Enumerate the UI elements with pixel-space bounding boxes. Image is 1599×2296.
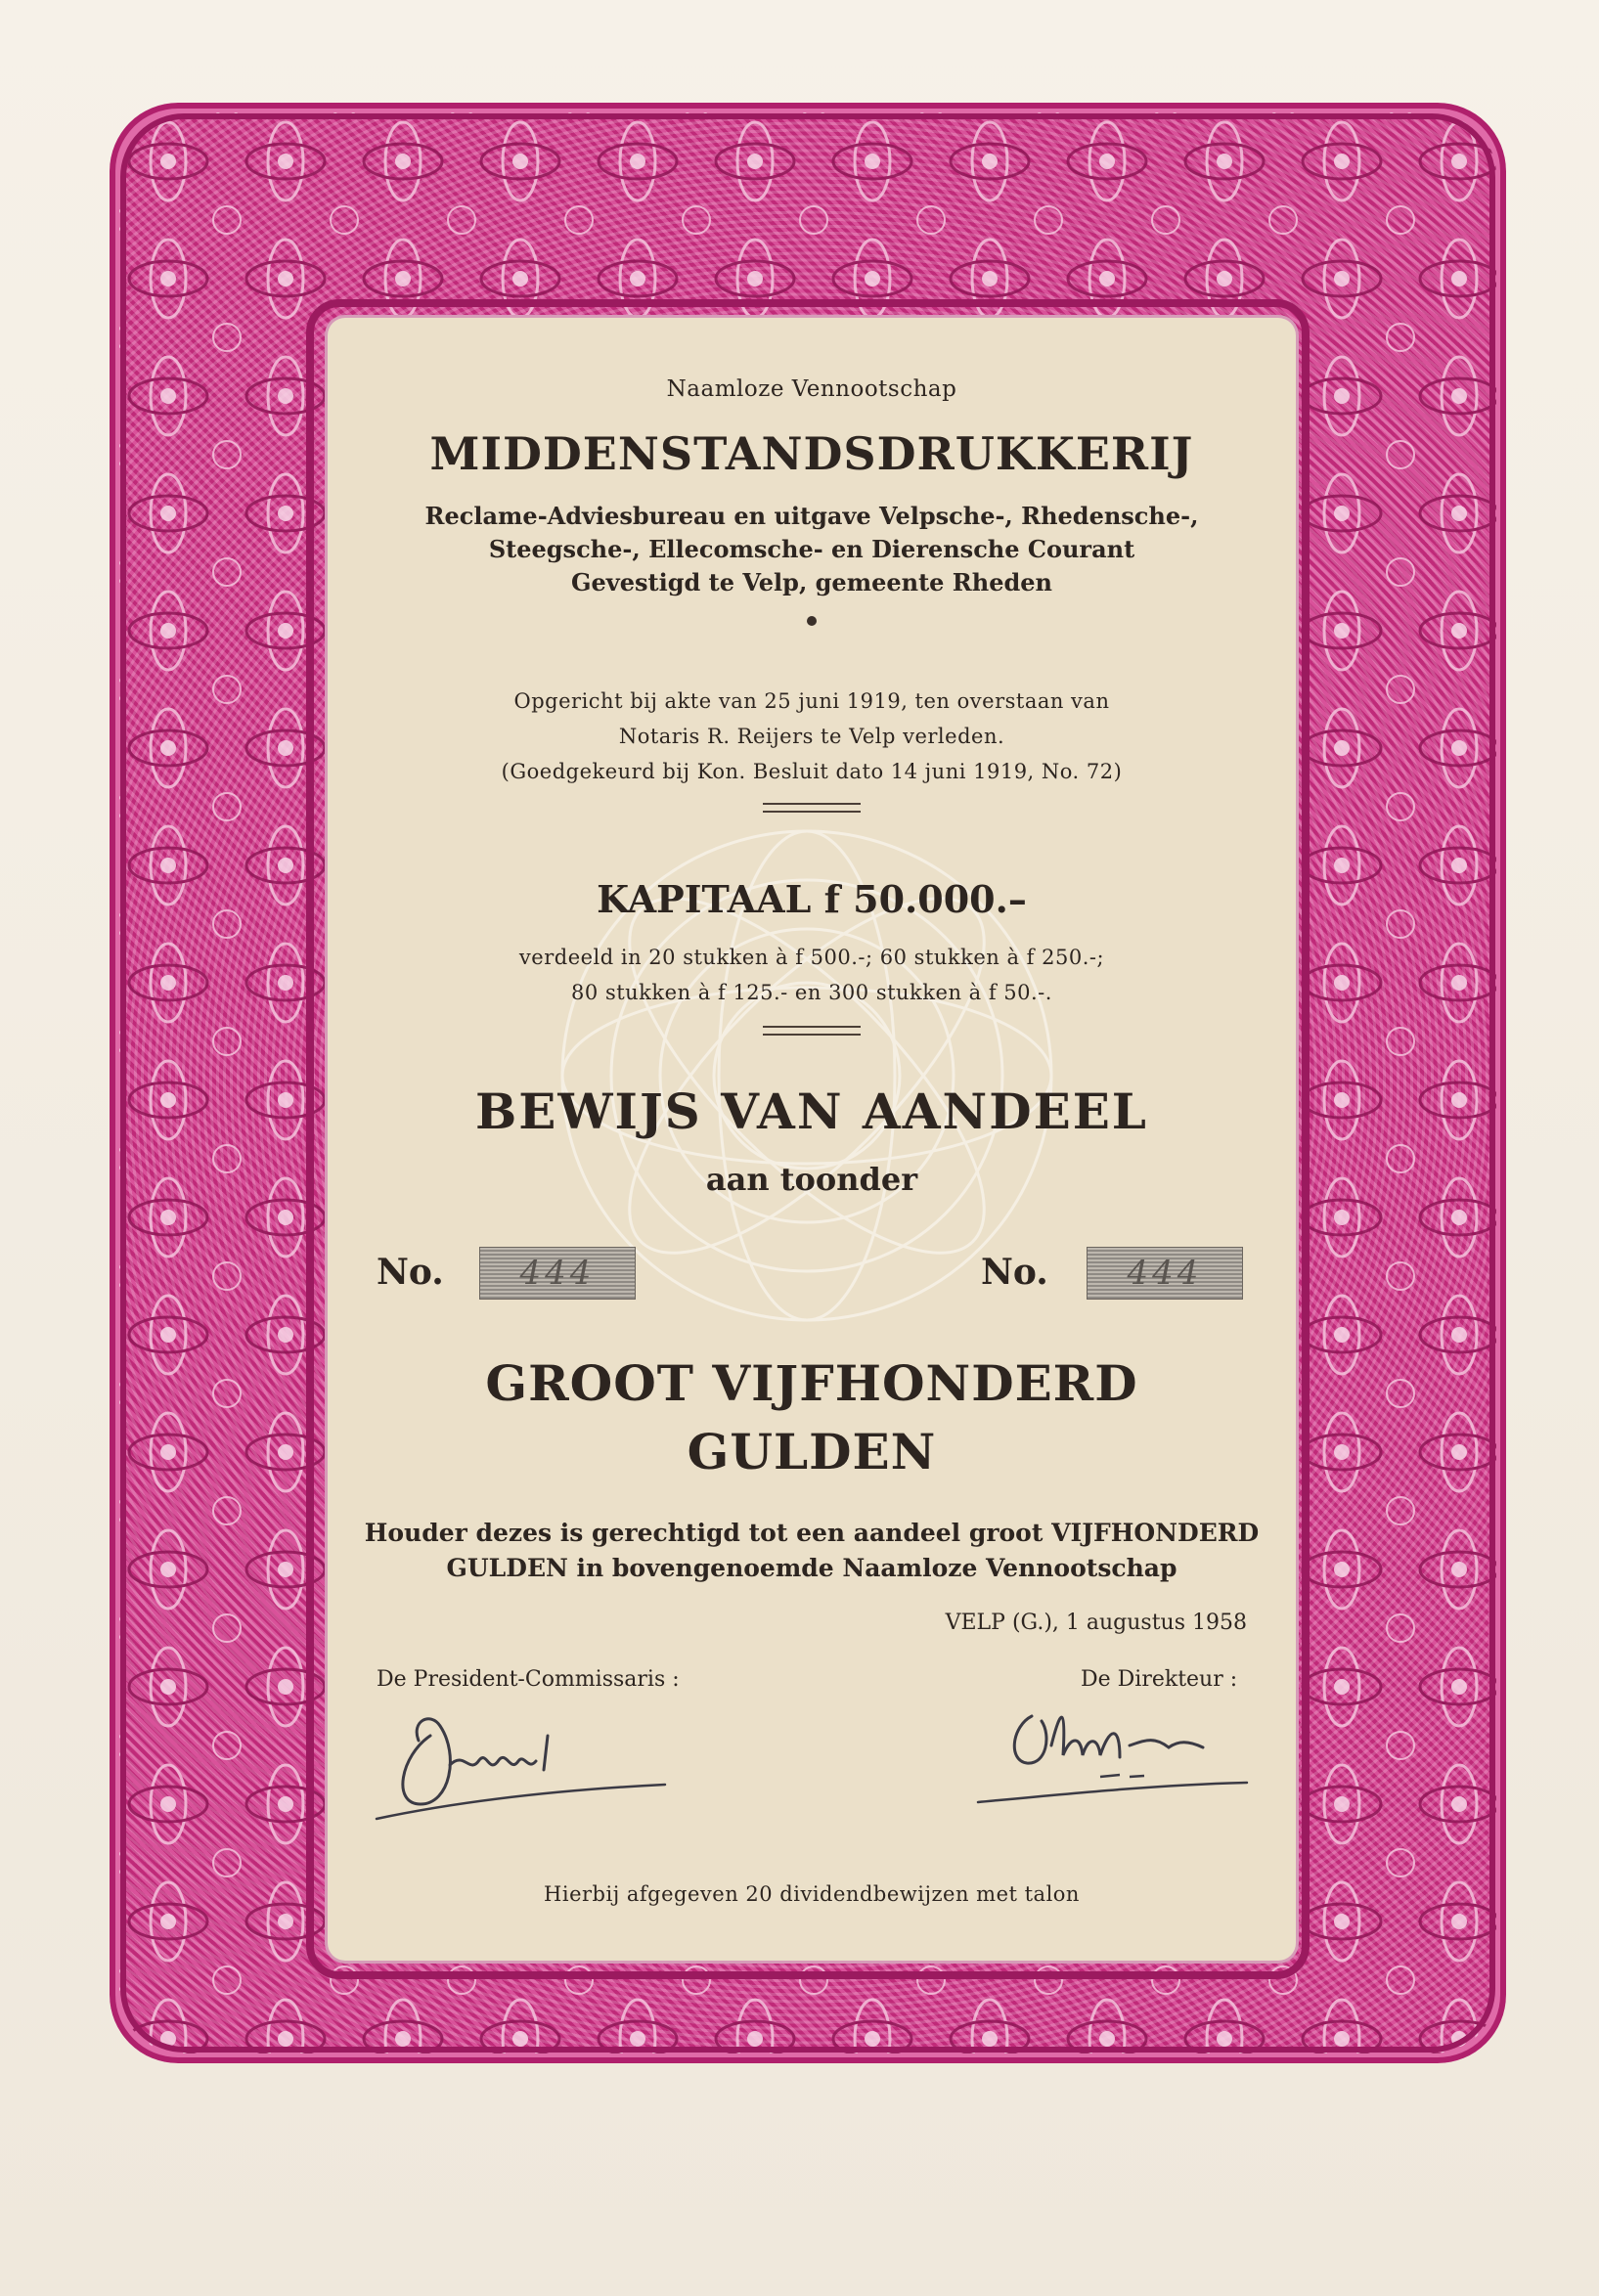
capital-division-1: verdeeld in 20 stukken à f 500.-; 60 stukken à f 250.-; xyxy=(518,946,1105,969)
number-label-left: No. xyxy=(377,1252,444,1293)
place-date: VELP (G.), 1 augustus 1958 xyxy=(945,1611,1247,1635)
description-line-2: Steegsche-, Ellecomsche- en Dierensche Courant xyxy=(488,535,1135,563)
share-subtitle: aan toonder xyxy=(705,1161,918,1198)
separator-dot xyxy=(807,616,817,626)
company-location: Gevestigd te Velp, gemeente Rheden xyxy=(571,568,1052,596)
capital-title: KAPITAAL f 50.000.– xyxy=(597,877,1027,921)
number-label-right: No. xyxy=(981,1252,1048,1293)
certificate-content xyxy=(328,318,1296,1961)
president-label: De President-Commissaris : xyxy=(377,1667,680,1692)
number-box-right: 444 xyxy=(1087,1247,1243,1300)
description-line-1: Reclame-Adviesbureau en uitgave Velpsche-, Rhedensche-, xyxy=(424,502,1199,530)
share-title: BEWIJS VAN AANDEEL xyxy=(475,1082,1148,1140)
amount-line-1: GROOT VIJFHONDERD xyxy=(485,1354,1138,1412)
rule-1 xyxy=(763,803,861,813)
amount-line-2: GULDEN xyxy=(687,1423,937,1480)
footer-note: Hierbij afgegeven 20 dividendbewijzen met talon xyxy=(544,1882,1080,1906)
holder-line-1: Houder dezes is gerechtigd tot een aandeel groot VIJFHONDERD xyxy=(364,1519,1260,1547)
founding-line-1: Opgericht bij akte van 25 juni 1919, ten overstaan van xyxy=(513,689,1110,713)
founding-line-3: (Goedgekeurd bij Kon. Besluit dato 14 juni 1919, No. 72) xyxy=(501,760,1123,783)
founding-line-2: Notaris R. Reijers te Velp verleden. xyxy=(618,725,1005,748)
company-name: MIDDENSTANDSDRUKKERIJ xyxy=(429,427,1194,480)
president-signature xyxy=(372,1697,685,1824)
capital-division-2: 80 stukken à f 125.- en 300 stukken à f 50.-. xyxy=(571,981,1052,1004)
company-type: Naamloze Vennootschap xyxy=(666,376,957,402)
rule-2 xyxy=(763,1026,861,1036)
director-signature xyxy=(973,1687,1266,1814)
holder-line-2: GULDEN in bovengenoemde Naamloze Vennootschap xyxy=(446,1554,1177,1582)
number-box-left: 444 xyxy=(479,1247,636,1300)
director-label: De Direkteur : xyxy=(1081,1667,1238,1692)
